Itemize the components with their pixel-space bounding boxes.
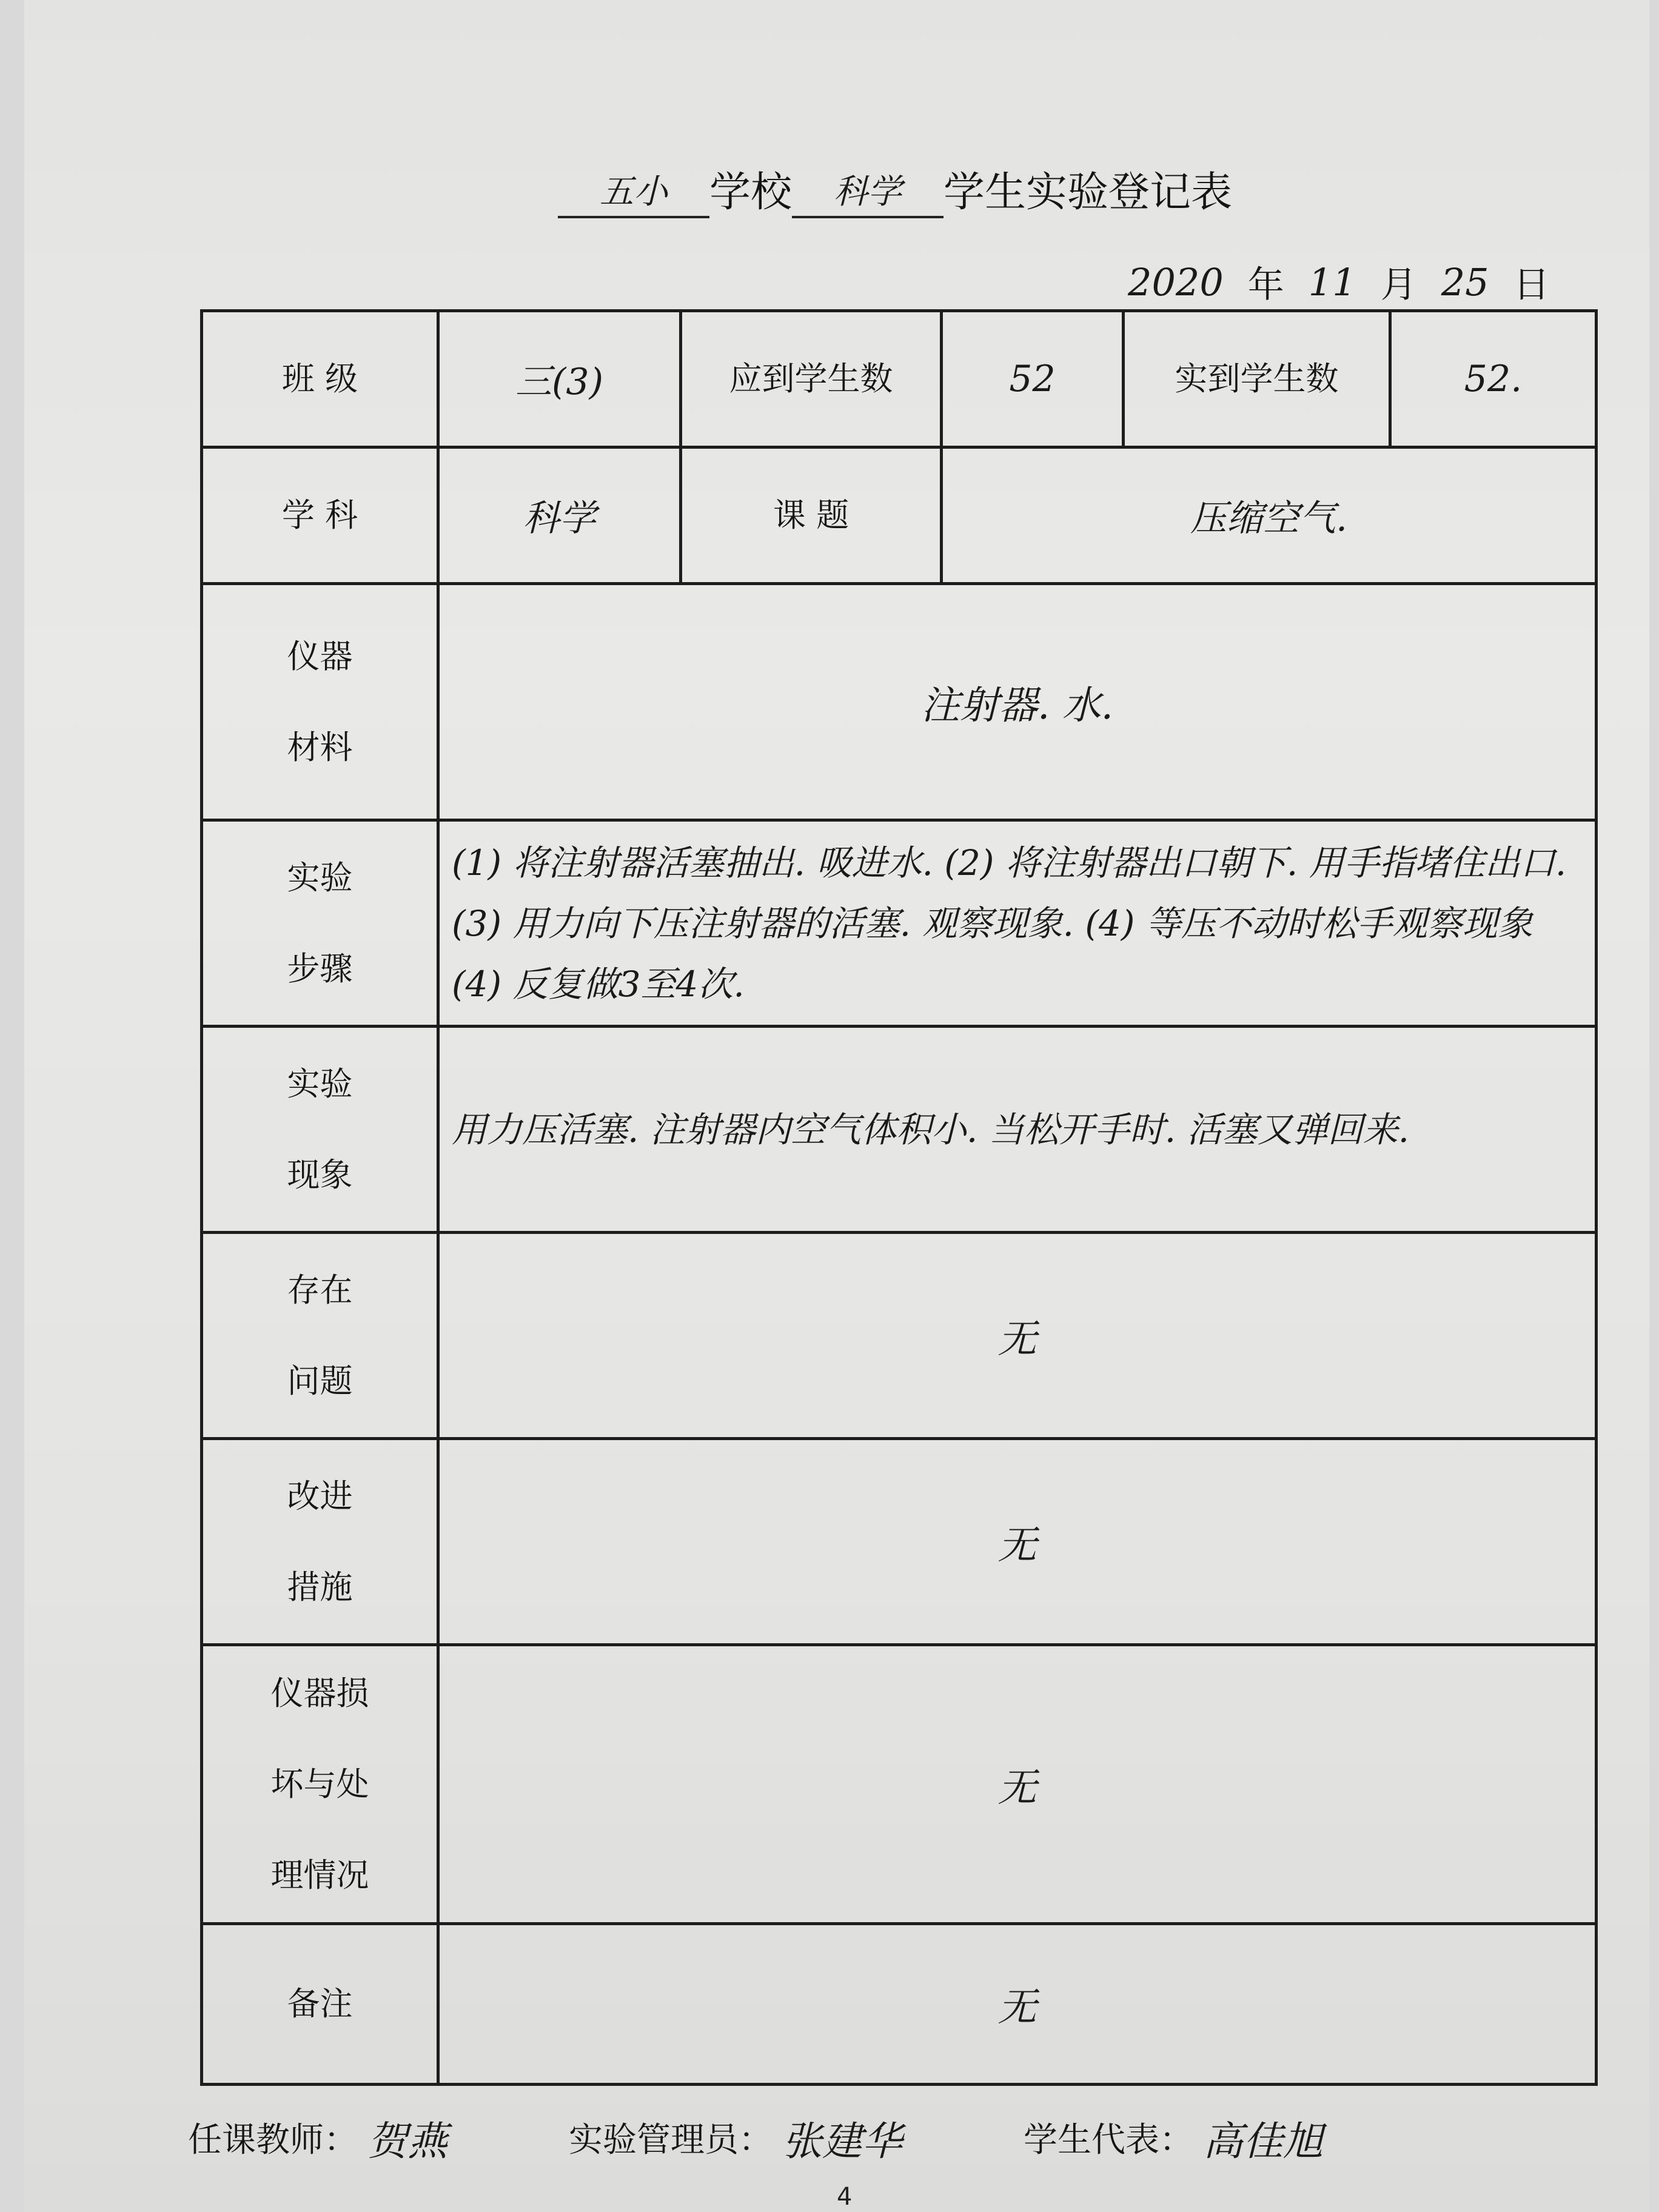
remarks-label: 备注 <box>202 1924 438 2085</box>
student-signature <box>1024 2109 1323 2167</box>
class-label: 班 级 <box>202 311 438 447</box>
form-title <box>558 152 1346 218</box>
expected-students-value: 52 <box>942 311 1124 447</box>
steps-label-line: 实验 <box>287 858 353 897</box>
damage-label <box>202 1645 438 1924</box>
equipment-label <box>202 584 438 820</box>
form-date <box>1128 258 1550 306</box>
topic-label: 课 题 <box>681 447 942 584</box>
improvement-label-line: 措施 <box>287 1567 353 1606</box>
table-row <box>202 1924 1597 2085</box>
student-label: 学生代表： <box>1024 2120 1193 2160</box>
steps-label <box>202 820 438 1027</box>
equipment-value: 注射器. 水. <box>438 584 1597 820</box>
teacher-label: 任课教师： <box>188 2120 358 2160</box>
table-row <box>202 1439 1597 1645</box>
registration-table <box>200 309 1598 2086</box>
phenomenon-label <box>202 1027 438 1233</box>
improvement-value: 无 <box>438 1439 1597 1645</box>
admin-label: 实验管理员： <box>569 2120 773 2160</box>
actual-students-label: 实到学生数 <box>1124 311 1390 447</box>
date-month: 11 <box>1308 260 1356 304</box>
page-number: 4 <box>837 2183 853 2211</box>
table-row <box>202 584 1597 820</box>
damage-label-line: 理情况 <box>270 1855 369 1894</box>
title-suffix: 学生实验登记表 <box>943 169 1233 216</box>
student-signature-value: 高佳旭 <box>1203 2117 1323 2165</box>
phenomenon-value: 用力压活塞. 注射器内空气体积小. 当松开手时. 活塞又弹回来. <box>438 1027 1597 1233</box>
phenomenon-label-line: 现象 <box>287 1155 353 1194</box>
problems-label-line: 存在 <box>287 1270 353 1309</box>
date-day: 25 <box>1441 260 1489 304</box>
class-value: 三(3) <box>438 311 681 447</box>
table-row <box>202 1027 1597 1233</box>
equipment-label-line: 材料 <box>287 728 353 766</box>
steps-label-line: 步骤 <box>287 949 353 988</box>
table-row <box>202 820 1597 1027</box>
subject-value: 科学 <box>438 447 681 584</box>
school-name-fill: 五小 <box>558 165 709 218</box>
improvement-label-line: 改进 <box>287 1476 353 1515</box>
date-year-label: 年 <box>1247 264 1284 306</box>
remarks-value: 无 <box>438 1924 1597 2085</box>
table-row <box>202 1645 1597 1924</box>
paper-sheet <box>24 0 1649 2212</box>
table-row <box>202 311 1597 447</box>
signature-row <box>188 2104 1613 2171</box>
subject-name-fill: 科学 <box>792 165 943 218</box>
damage-value: 无 <box>438 1645 1597 1924</box>
topic-value: 压缩空气. <box>942 447 1597 584</box>
date-month-label: 月 <box>1380 264 1417 306</box>
teacher-signature-value: 贺燕 <box>367 2117 447 2165</box>
admin-signature <box>569 2109 902 2167</box>
problems-label-line: 问题 <box>287 1361 353 1400</box>
table-row <box>202 1233 1597 1439</box>
phenomenon-label-line: 实验 <box>287 1064 353 1103</box>
school-label: 学校 <box>709 169 793 216</box>
date-year: 2020 <box>1128 260 1224 304</box>
admin-signature-value: 张建华 <box>782 2117 902 2165</box>
improvement-label <box>202 1439 438 1645</box>
problems-label <box>202 1233 438 1439</box>
teacher-signature <box>188 2109 447 2167</box>
steps-value: (1) 将注射器活塞抽出. 吸进水. (2) 将注射器出口朝下. 用手指堵住出口. (3) 用力向下压注射器的活塞. 观察现象. (4) 等压不动时松手观察现象 (4) 反复做3至4次. <box>438 820 1597 1027</box>
expected-students-label: 应到学生数 <box>681 311 942 447</box>
actual-students-value: 52. <box>1390 311 1597 447</box>
damage-label-line: 坏与处 <box>270 1765 369 1803</box>
date-day-label: 日 <box>1513 264 1550 306</box>
problems-value: 无 <box>438 1233 1597 1439</box>
damage-label-line: 仪器损 <box>270 1674 369 1712</box>
subject-label: 学 科 <box>202 447 438 584</box>
table-row <box>202 447 1597 584</box>
equipment-label-line: 仪器 <box>287 637 353 675</box>
